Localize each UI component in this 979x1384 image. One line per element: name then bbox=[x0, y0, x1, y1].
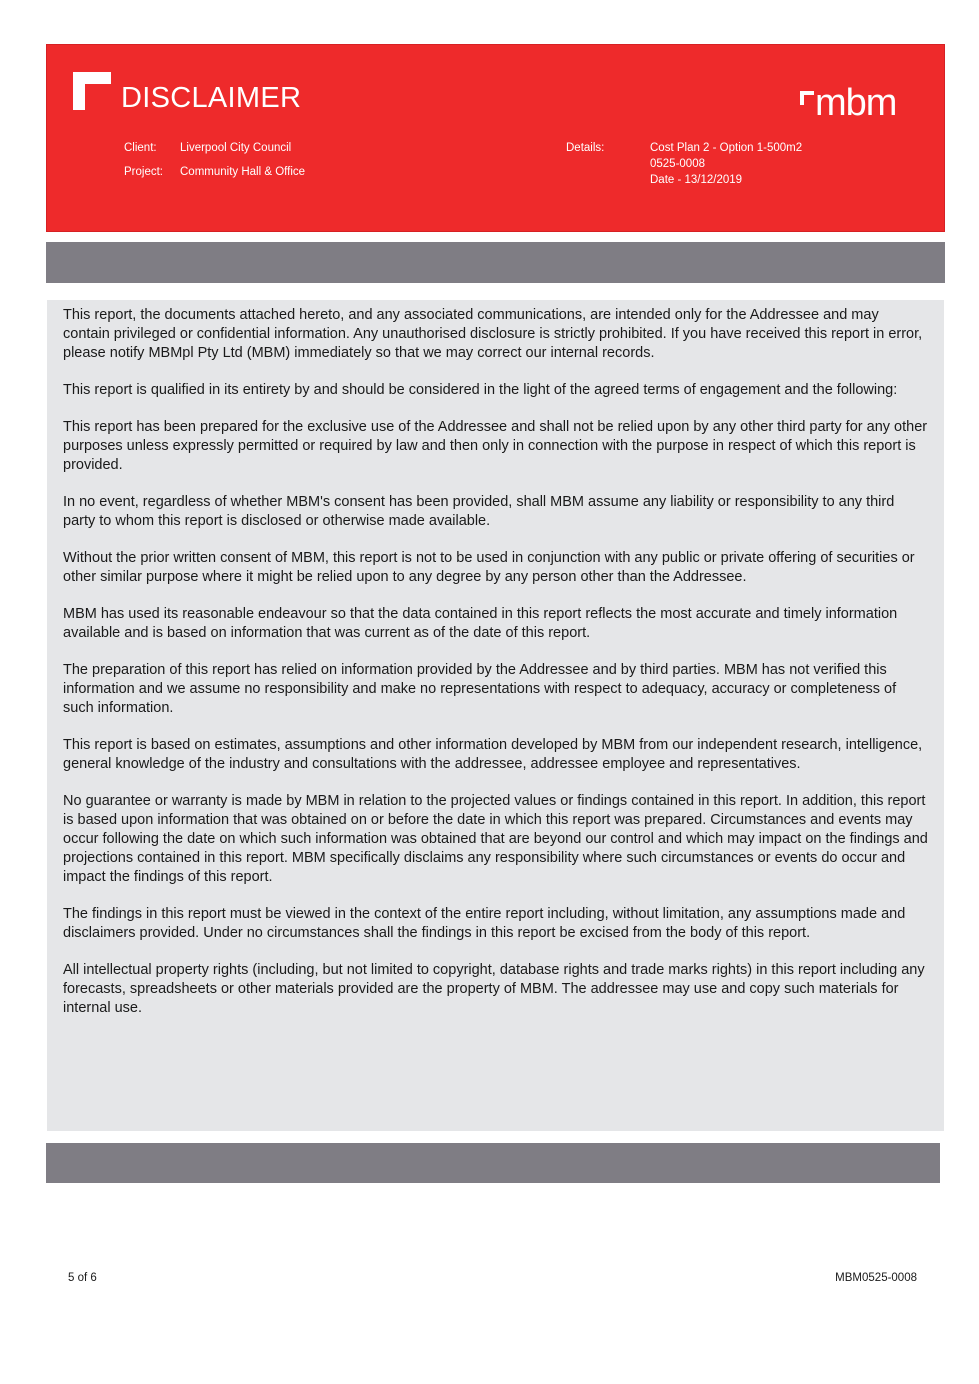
project-value: Community Hall & Office bbox=[180, 166, 306, 178]
project-label: Project: bbox=[124, 166, 163, 178]
details-job-number: 0525-0008 bbox=[650, 158, 705, 170]
top-divider-band bbox=[46, 242, 945, 283]
details-date: Date - 13/12/2019 bbox=[650, 174, 743, 186]
details-cost-plan: Cost Plan 2 - Option 1-500m2 bbox=[650, 142, 803, 154]
document-reference: MBM0525-0008 bbox=[835, 1272, 917, 1284]
bottom-divider-band bbox=[46, 1143, 940, 1183]
disclaimer-header bbox=[46, 44, 945, 232]
logo-bracket-icon bbox=[800, 91, 814, 105]
disclaimer-paragraph: Without the prior written consent of MBM, this report is not to be used in conjunction with any public or private offering of securities or other similar purpose where it might be relied upon to any degree by any person other than the Addressee. bbox=[63, 550, 915, 585]
disclaimer-paragraph: This report, the documents attached hereto, and any associated communications, are intended only for the Addressee and may contain privileged or confidential information. Any unauthorised disclosure is strictly prohibited. If you have received this report in error, please notify MBMpl Pty Ltd (MBM) immediately so that we may correct our internal records. bbox=[63, 307, 923, 361]
disclaimer-paragraph: This report has been prepared for the exclusive use of the Addressee and shall not be relied upon by any other third party for any other purposes unless expressly permitted or required by law and then only in connection with the purpose in respect of which this report is provided. bbox=[63, 419, 928, 473]
disclaimer-paragraph: MBM has used its reasonable endeavour so that the data contained in this report reflects the most accurate and timely information available and is based on information that was current as of the date of this report. bbox=[63, 606, 898, 641]
disclaimer-paragraph: In no event, regardless of whether MBM's consent has been provided, shall MBM assume any liability or responsibility to any third party to whom this report is disclosed or otherwise made available. bbox=[63, 494, 895, 529]
page-title: DISCLAIMER bbox=[121, 82, 302, 114]
disclaimer-paragraph: The findings in this report must be viewed in the context of the entire report including, without limitation, any assumptions made and disclaimers provided. Under no circumstances shall the findings in this report be excised from the body of this report. bbox=[63, 906, 906, 941]
disclaimer-paragraph: The preparation of this report has relied on information provided by the Addressee and by third parties. MBM has not verified this information and we assume no responsibility and make no representations with respect to adequacy, accuracy or completeness of such information. bbox=[63, 662, 897, 716]
brand-name: mbm bbox=[815, 82, 897, 124]
disclaimer-paragraph: No guarantee or warranty is made by MBM in relation to the projected values or findings contained in this report. In addition, this report is based upon information that was obtained on or before the date in which this report was prepared. Circumstances and events may occur following the date on which such information was obtained that are beyond our control and which may impact on the findings and projections contained in this report. MBM specifically disclaims any responsibility where such circumstances or events do occur and impact the findings of this report. bbox=[63, 793, 928, 885]
client-label: Client: bbox=[124, 142, 157, 154]
disclaimer-paragraph: This report is qualified in its entirety by and should be considered in the light of the agreed terms of engagement and the following: bbox=[63, 382, 898, 398]
corner-bracket-icon bbox=[73, 72, 111, 110]
details-label: Details: bbox=[566, 142, 605, 154]
disclaimer-paragraph: This report is based on estimates, assumptions and other information developed by MBM from our independent research, intelligence, general knowledge of the industry and consultations with the addressee, addressee employee and representatives. bbox=[63, 737, 923, 772]
client-value: Liverpool City Council bbox=[180, 142, 292, 154]
mbm-logo bbox=[796, 83, 904, 125]
details-values bbox=[650, 140, 802, 188]
disclaimer-body bbox=[47, 300, 944, 1131]
page-number: 5 of 6 bbox=[68, 1272, 97, 1284]
disclaimer-paragraph: All intellectual property rights (including, but not limited to copyright, database rights and trade marks rights) in this report including any forecasts, spreadsheets or other materials provided are the property of MBM. The addressee may use and copy such materials for internal use. bbox=[63, 962, 925, 1016]
